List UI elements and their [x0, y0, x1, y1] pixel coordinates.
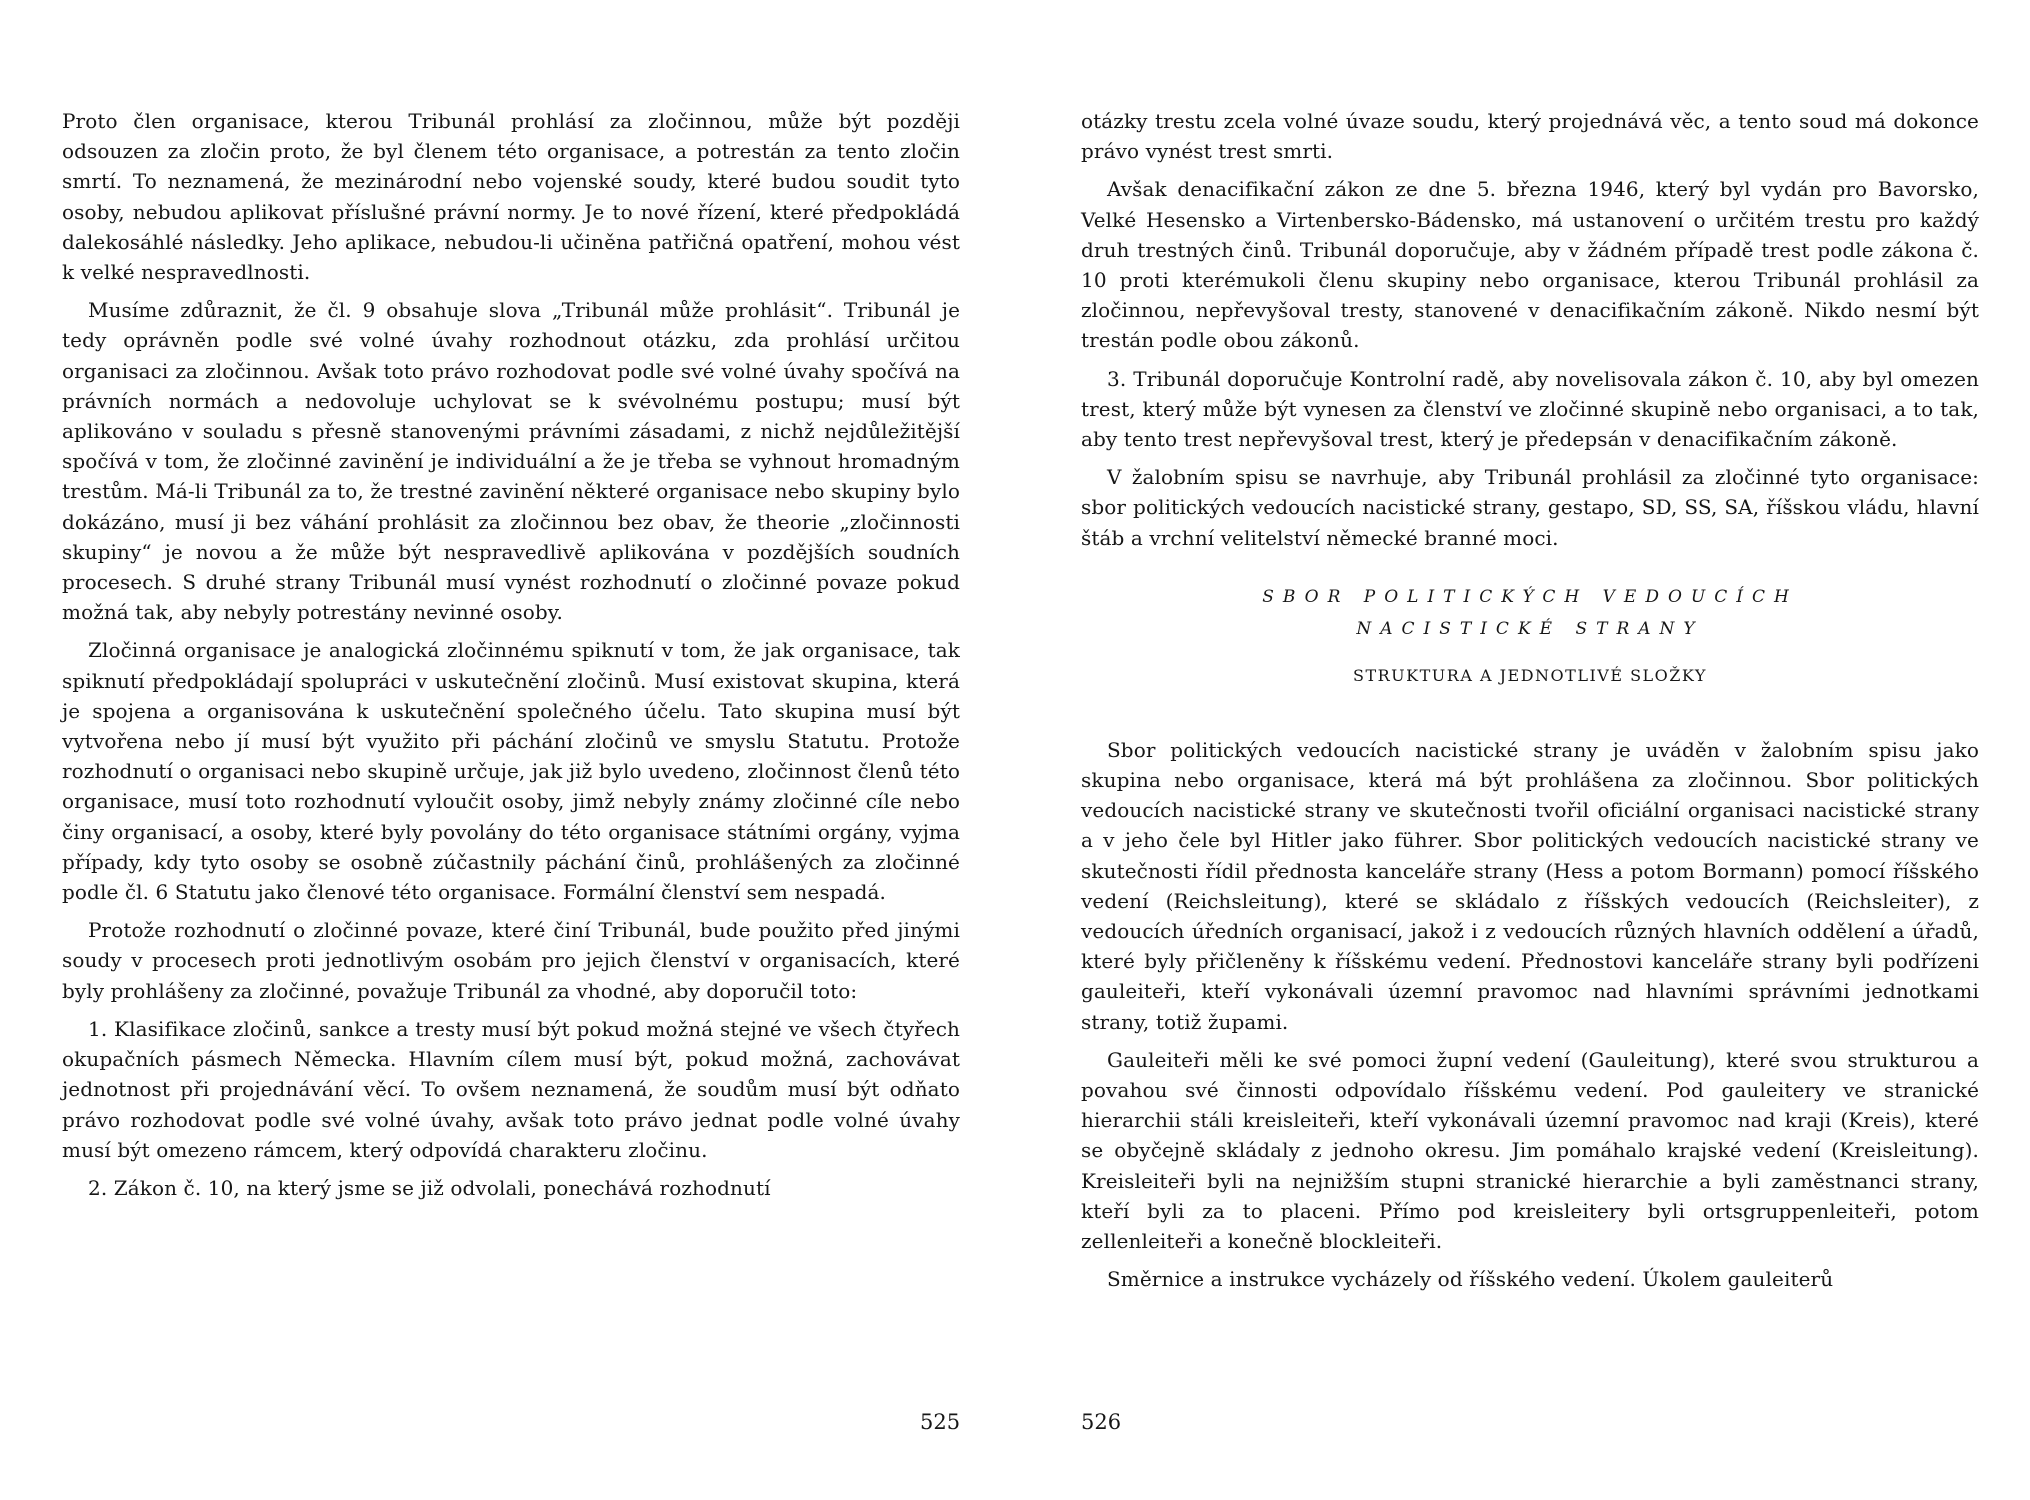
paragraph: 3. Tribunál doporučuje Kontrolní radě, aby novelisovala zákon č. 10, aby byl omezen trest, který může být vynesen za členství ve zločinné skupině nebo organisaci, a to tak, aby tento trest nepřevyšoval trest, který je předepsán v denacifikačním zákoně. — [1081, 366, 1979, 452]
paragraph: Zločinná organisace je analogická zločinnému spiknutí v tom, že jak organisace, tak spiknutí předpokládají spolupráci v uskutečnění zločinů. Musí existovat skupina, která je spojena a organisována k uskutečnění společného účelu. Tato skupina musí být vytvořena nebo jí musí být využito při páchání zločinů ve smyslu Statutu. Protože rozhodnutí o organisaci nebo skupině určuje, jak již bylo uvedeno, zločinnost členů této organisace, musí toto rozhodnutí vyloučit osoby, jimž nebyly známy zločinné cíle nebo činy organisací, a osoby, které byly povolány do této organisace státními orgány, vyjma případy, kdy tyto osoby se osobně zúčastnily páchání činů, prohlášených za zločinné podle čl. 6 Statutu jako členové této organisace. Formální členství sem nespadá. — [62, 638, 960, 905]
paragraph: Avšak denacifikační zákon ze dne 5. března 1946, který byl vydán pro Bavorsko, Velké Hesensko a Virtenbersko-Bádensko, má ustanovení o určitém trestu pro každý druh trestných činů. Tribunál doporučuje, aby v žádném případě trest podle zákona č. 10 proti kterémukoli členu skupiny nebo organisace, kterou Tribunál prohlásil za zločinnou, nepřevyšoval tresty, stanovené v denacifikačním zákoně. Nikdo nesmí být trestán podle obou zákonů. — [1081, 177, 1979, 353]
page-number: 525 — [920, 1410, 961, 1434]
paragraph: Proto člen organisace, kterou Tribunál prohlásí za zločinnou, může být později odsouzen za zločin proto, že byl členem této organisace, a potrestán za tento zločin smrtí. To neznamená, že mezinárodní nebo vojenské soudy, které budou soudit tyto osoby, nebudou aplikovat příslušné právní normy. Je to nové řízení, které předpokládá dalekosáhlé následky. Jeho aplikace, nebudou-li učiněna patřičná opatření, mohou vést k velké nespravedlnosti. — [62, 109, 960, 285]
section-heading-line: NACISTICKÉ STRANY — [1356, 618, 1704, 639]
paragraph: Gauleiteři měli ke své pomoci župní vedení (Gauleitung), které svou strukturou a povahou své činnosti odpovídalo říšskému vedení. Pod gauleitery ve stranické hierarchii stáli kreisleiteři, kteří vykonávali územní pravomoc nad kraji (Kreis), které se obyčejně skládaly z jednoho okresu. Jim pomáhalo krajské vedení (Kreisleitung). Kreisleiteři byli na nejnižším stupni stranické hierarchie a byli zaměstnanci strany, kteří byli za to placeni. Přímo pod kreisleitery byli ortsgruppenleiteři, potom zellenleiteři a konečně blockleiteři. — [1081, 1047, 1979, 1254]
section-subheading: STRUKTURA A JEDNOTLIVÉ SLOŽKY — [1353, 665, 1707, 685]
paragraph: 2. Zákon č. 10, na který jsme se již odvolali, ponechává rozhodnutí — [88, 1175, 771, 1200]
paragraph: V žalobním spisu se navrhuje, aby Tribunál prohlásil za zločinné tyto organisace: sbor politických vedoucích nacistické strany, gestapo, SD, SS, SA, říšskou vládu, hlavní štáb a vrchní velitelství německé branné moci. — [1081, 465, 1979, 550]
paragraph: Musíme zdůraznit, že čl. 9 obsahuje slova „Tribunál může prohlásit“. Tribunál je tedy oprávněn podle své volné úvahy rozhodnout otázku, zda prohlásí určitou organisaci za zločinnou. Avšak toto právo rozhodovat podle své volné úvahy spočívá na právních normách a nedovoluje uchylovat se k svévolnému postupu; musí být aplikováno v souladu s přesně stanovenými právními zásadami, z nichž nejdůležitější spočívá v tom, že zločinné zavinění je individuální a že je třeba se vyhnout hromadným trestům. Má-li Tribunál za to, že trestné zavinění některé organisace nebo skupiny bylo dokázáno, musí ji bez váhání prohlásit za zločinnou bez obav, že theorie „zločinnosti skupiny“ je novou a že může být nespravedlivě aplikována v pozdějších soudních procesech. S druhé strany Tribunál musí vynést rozhodnutí o zločinné povaze pokud možná tak, aby nebyly potrestány nevinné osoby. — [62, 298, 960, 625]
left-text-column — [62, 106, 960, 1211]
right-text-column — [1081, 106, 1979, 1303]
paragraph: otázky trestu zcela volné úvaze soudu, který projednává věc, a tento soud má dokonce právo vynést trest smrti. — [1081, 109, 1979, 164]
paragraph: Sbor politických vedoucích nacistické strany je uváděn v žalobním spisu jako skupina nebo organisace, která má být prohlášena za zločinnou. Sbor politických vedoucích nacistické strany ve skutečnosti tvořil oficiální organisaci nacistické strany a v jeho čele byl Hitler jako führer. Sbor politických vedoucích nacistické strany ve skutečnosti řídil přednosta kanceláře strany (Hess a potom Bormann) pomocí říšského vedení (Reichsleitung), které se skládalo z říšských vedoucích (Reichsleiter), z vedoucích úředních organisací, jakož i z vedoucích různých hlavních oddělení a úřadů, které byly přičleněny k říšskému vedení. Přednostovi kanceláře strany byli podřízeni gauleiteři, kteří vykonávali územní pravomoc nad hlavními správními jednotkami strany, totiž župami. — [1081, 737, 1979, 1034]
right-page — [1015, 0, 2030, 1500]
page-number: 526 — [1081, 1410, 1122, 1434]
section-heading-line: SBOR POLITICKÝCH VEDOUCÍCH — [1262, 586, 1798, 607]
paragraph: Protože rozhodnutí o zločinné povaze, které činí Tribunál, bude použito před jinými soudy v procesech proti jednotlivým osobám pro jejich členství v organisacích, které byly prohlášeny za zločinné, považuje Tribunál za vhodné, aby doporučil toto: — [62, 918, 960, 1003]
paragraph: Směrnice a instrukce vycházely od říšského vedení. Úkolem gauleiterů — [1107, 1267, 1834, 1292]
paragraph: 1. Klasifikace zločinů, sankce a tresty musí být pokud možná stejné ve všech čtyřech okupačních pásmech Německa. Hlavním cílem musí být, pokud možná, zachovávat jednotnost při projednávání věcí. To ovšem neznamená, že soudům musí být odňato právo rozhodovat podle své volné úvahy, avšak toto právo jednat podle volné úvahy musí být omezeno rámcem, který odpovídá charakteru zločinu. — [62, 1016, 960, 1162]
section-heading — [1081, 581, 1979, 645]
